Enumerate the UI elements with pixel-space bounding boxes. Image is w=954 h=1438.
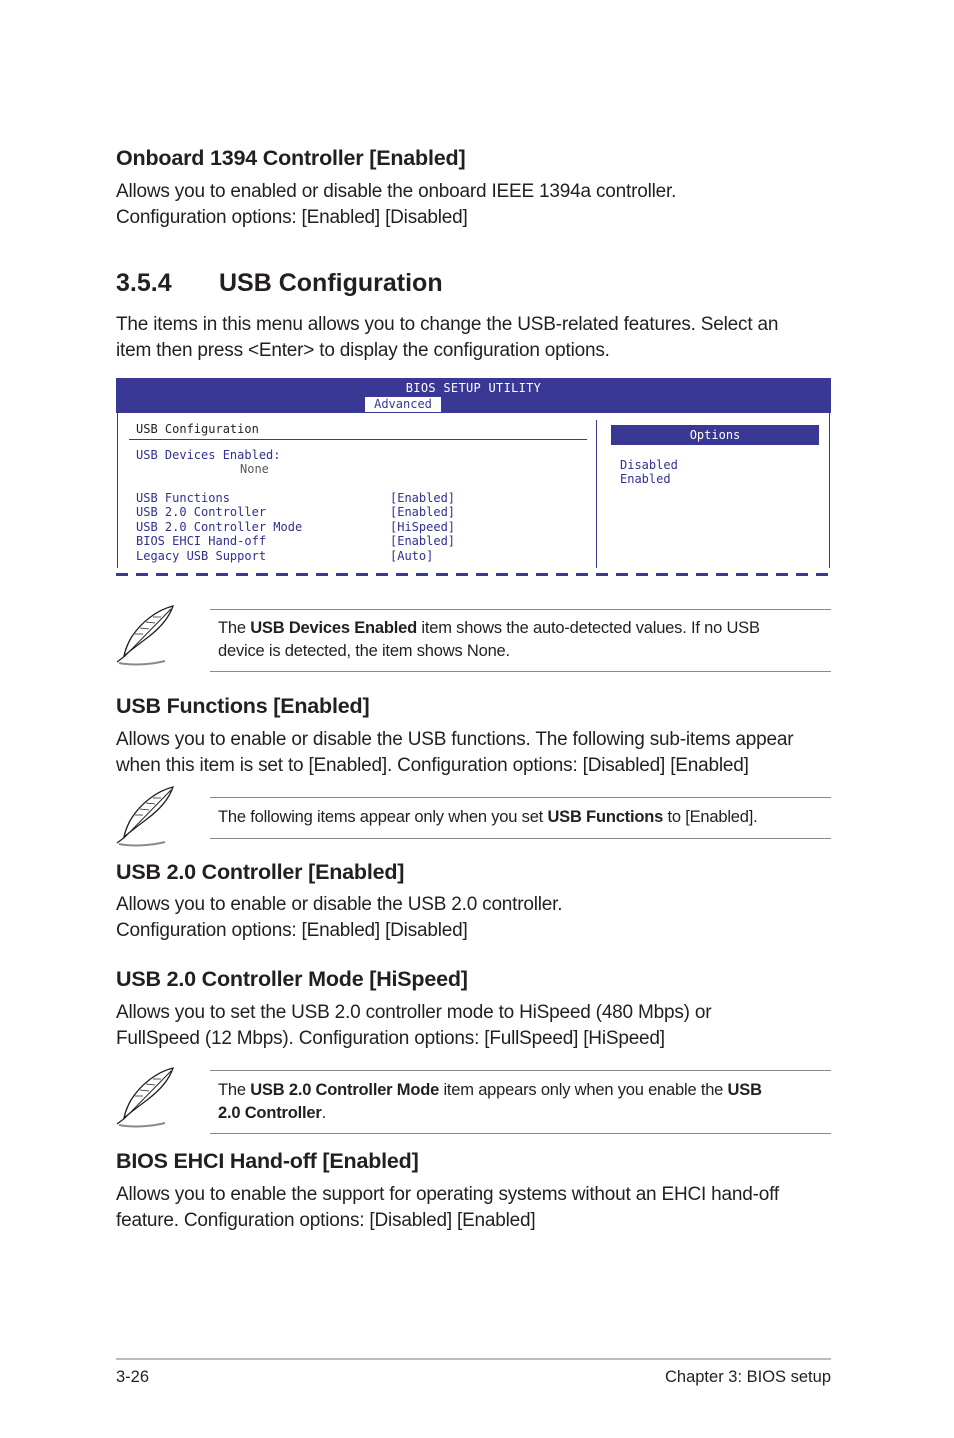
- bios-options-header: Options: [611, 425, 819, 445]
- note1-bottom-rule: [210, 671, 831, 672]
- usb-functions-desc-line2: when this item is set to [Enabled]. Configuration options: [Disabled] [Enabled]: [116, 755, 749, 776]
- note3-post: .: [321, 1104, 326, 1122]
- note2-post: to [Enabled].: [663, 808, 758, 826]
- feather-pen-icon: [113, 604, 181, 666]
- ehci-desc-line1: Allows you to enable the support for operating systems without an EHCI hand-off: [116, 1184, 779, 1205]
- chapter-label: Chapter 3: BIOS setup: [664, 1368, 831, 1386]
- usb20-desc-line2: Configuration options: [Enabled] [Disabled]: [116, 920, 468, 941]
- heading-ehci-handoff: BIOS EHCI Hand-off [Enabled]: [116, 1149, 419, 1173]
- bios-item-legacy-usb[interactable]: Legacy USB Support: [136, 549, 267, 563]
- bios-panel-rule: [129, 439, 587, 440]
- onboard-1394-desc-line2: Configuration options: [Enabled] [Disabled]: [116, 207, 468, 228]
- bios-panel-divider: [596, 420, 597, 568]
- note3-bold1: USB 2.0 Controller Mode: [250, 1081, 440, 1099]
- note2-bold: USB Functions: [547, 808, 664, 826]
- bios-header-bar: [116, 378, 831, 413]
- usb-functions-desc-line1: Allows you to enable or disable the USB functions. The following sub-items appear: [116, 729, 794, 750]
- section-intro-line1: The items in this menu allows you to change the USB-related features. Select an: [116, 314, 779, 335]
- note1-bold: USB Devices Enabled: [250, 619, 417, 637]
- feather-pen-icon: [113, 1066, 181, 1128]
- bios-value-legacy-usb[interactable]: [Auto]: [390, 549, 434, 563]
- note1-text: [218, 617, 818, 663]
- note2-text: [218, 806, 818, 829]
- bios-devices-value: None: [240, 462, 269, 476]
- usb20-mode-desc-line2: FullSpeed (12 Mbps). Configuration options: [FullSpeed] [HiSpeed]: [116, 1028, 665, 1049]
- bios-item-usb-functions[interactable]: USB Functions: [136, 491, 230, 505]
- bios-devices-label: USB Devices Enabled:: [136, 448, 281, 462]
- bios-panel-title: USB Configuration: [136, 422, 259, 436]
- bios-bottom-dashed-border: [116, 573, 831, 576]
- ehci-desc-line2: feature. Configuration options: [Disabled] [Enabled]: [116, 1210, 536, 1231]
- bios-value-usb-functions[interactable]: [Enabled]: [390, 491, 456, 505]
- note1-pre: The: [218, 619, 251, 637]
- onboard-1394-desc-line1: Allows you to enabled or disable the onboard IEEE 1394a controller.: [116, 181, 677, 202]
- note1-top-rule: [210, 609, 831, 610]
- bios-value-usb20-controller[interactable]: [Enabled]: [390, 505, 456, 519]
- bios-value-ehci-handoff[interactable]: [Enabled]: [390, 534, 456, 548]
- section-title-text: USB Configuration: [219, 269, 443, 297]
- footer-rule: [116, 1358, 831, 1360]
- bios-value-usb20-mode[interactable]: [HiSpeed]: [390, 520, 456, 534]
- bios-item-ehci-handoff[interactable]: BIOS EHCI Hand-off: [136, 534, 267, 548]
- note3-bold2b: 2.0 Controller: [218, 1104, 322, 1122]
- note3-pre: The: [218, 1081, 251, 1099]
- bios-screenshot: [116, 378, 831, 578]
- bios-option-enabled[interactable]: Enabled: [620, 472, 671, 486]
- bios-option-disabled[interactable]: Disabled: [620, 458, 678, 472]
- note2-pre: The following items appear only when you set: [218, 808, 548, 826]
- note3-mid: item appears only when you enable the: [439, 1081, 728, 1099]
- bios-tab-advanced[interactable]: Advanced: [365, 397, 441, 412]
- heading-usb20-mode: USB 2.0 Controller Mode [HiSpeed]: [116, 967, 468, 991]
- note1-post2: device is detected, the item shows None.: [218, 642, 510, 660]
- heading-usb20-controller: USB 2.0 Controller [Enabled]: [116, 860, 405, 884]
- page-number: 3-26: [116, 1368, 150, 1386]
- section-intro-line2: item then press <Enter> to display the configuration options.: [116, 340, 610, 361]
- usb20-mode-desc-line1: Allows you to set the USB 2.0 controller mode to HiSpeed (480 Mbps) or: [116, 1002, 712, 1023]
- bios-title: BIOS SETUP UTILITY: [405, 381, 542, 395]
- heading-onboard-1394: Onboard 1394 Controller [Enabled]: [116, 146, 466, 170]
- bios-item-usb20-controller[interactable]: USB 2.0 Controller: [136, 505, 267, 519]
- note3-bottom-rule: [210, 1133, 831, 1134]
- note2-top-rule: [210, 797, 831, 798]
- note1-post1: item shows the auto-detected values. If no USB: [417, 619, 760, 637]
- note3-top-rule: [210, 1070, 831, 1071]
- section-title: [116, 268, 443, 298]
- note3-bold2a: USB: [727, 1081, 762, 1099]
- heading-usb-functions: USB Functions [Enabled]: [116, 694, 370, 718]
- note2-bottom-rule: [210, 838, 831, 839]
- section-number: 3.5.4: [116, 269, 172, 297]
- bios-item-usb20-mode[interactable]: USB 2.0 Controller Mode: [136, 520, 303, 534]
- usb20-desc-line1: Allows you to enable or disable the USB 2.0 controller.: [116, 894, 563, 915]
- note3-text: [218, 1079, 818, 1125]
- feather-pen-icon: [113, 785, 181, 847]
